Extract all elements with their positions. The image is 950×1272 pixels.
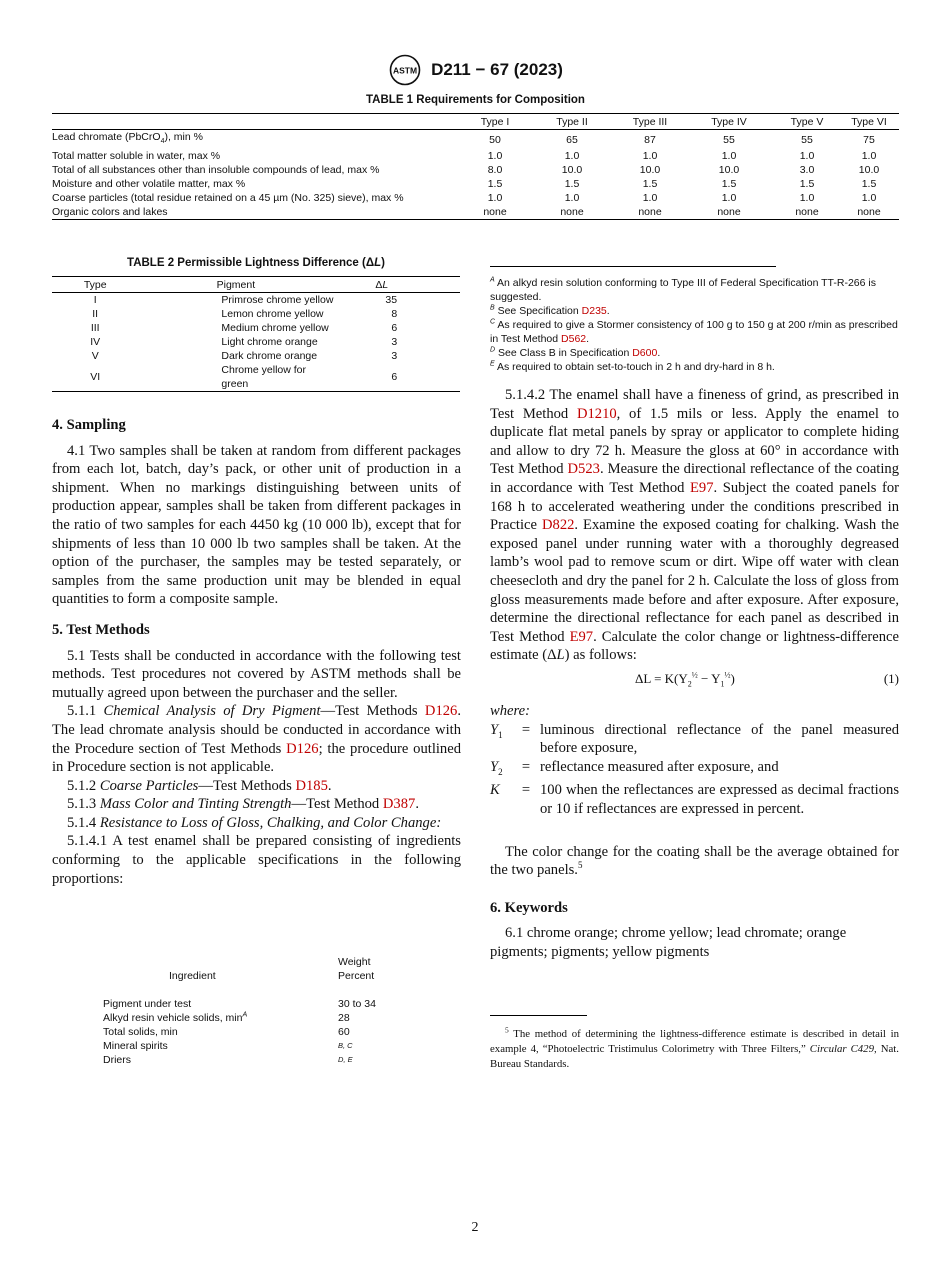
para-title: Chemical Analysis of Dry Pigment <box>103 703 321 720</box>
table-row <box>52 293 460 308</box>
ingredient-value: B, C <box>338 1041 353 1050</box>
paragraph-4-1: 4.1 Two samples shall be taken at random from different packages from each lot, batch, day’s pack, or other unit of production in a shipment. When no markings distinguishing between units of production appear, samples shall be taken from different packages in the ratio of two samples for each 4450 kg (10 000 lb), except that for shipments of less than 10 000 lb two samples shall be taken. At the option of the purchaser, the samples may be tested separately, or samples from the same production unit may be blended in equal quantities to form a composite sample. <box>52 442 461 608</box>
spacer-row <box>103 983 403 997</box>
definition-row <box>490 721 899 758</box>
lightness-difference-table <box>52 276 460 392</box>
paragraph-5-1-1 <box>52 702 461 776</box>
table2-title-var: L <box>374 257 382 269</box>
footnote-text: . <box>606 305 610 317</box>
dl-cell: 8 <box>391 308 398 320</box>
table-cell: 1.0 <box>721 192 737 205</box>
table2-title-text: TABLE 2 Permissible Lightness Difference (Δ <box>127 257 375 269</box>
def-equals: = <box>521 782 531 799</box>
type-cell: III <box>90 322 100 334</box>
equation-text: ) <box>730 670 735 686</box>
header-var: L <box>382 279 389 291</box>
def-text: 100 when the reflectances are expressed as decimal fractions or 10 if reflectances are expressed in percent. <box>540 782 899 817</box>
para-text: . Examine the exposed coating for chalking. Wash the exposed panel under running water with a thoroughly degreased lamb’s wool pad to remove scum or dirt. Wipe off water with clean cheesecloth and dry the panel for 2 h. Calculate the loss of gloss from gloss measurements made before and after exposure. After exposure, determine the directional reflectance for each panel as described in Test Method <box>490 517 899 645</box>
table-cell: 10.0 <box>718 164 740 177</box>
table-cell: 1.5 <box>564 178 580 191</box>
paragraph-6-1: 6.1 chrome orange; chrome yellow; lead chromate; orange pigments; pigments; yellow pigments <box>490 925 847 960</box>
table-cell: none <box>839 205 899 220</box>
paragraph-5-1-2: 5.1.2 Coarse Particles—Test Methods D185. <box>67 777 332 794</box>
footnote <box>490 360 899 374</box>
table-cell: 1.0 <box>564 192 580 205</box>
table-header-cell: Weight <box>338 956 371 968</box>
table-header-row <box>52 277 460 293</box>
section-heading-keywords: 6. Keywords <box>490 899 568 916</box>
equation-sub: 2 <box>687 679 692 689</box>
para-num: 5.1.4 <box>67 814 100 831</box>
footnote-mark: 5 <box>505 1025 509 1035</box>
equation-sup: ½ <box>691 670 698 680</box>
table-row <box>52 363 460 392</box>
ingredients-table <box>103 955 403 1067</box>
table-header-cell: Ingredient <box>169 970 216 982</box>
table-cell: none <box>683 205 775 220</box>
pigment-cell: Dark chrome orange <box>221 350 318 362</box>
table2-title <box>52 257 460 269</box>
table-cell: 1.5 <box>861 178 877 191</box>
where-label: where: <box>490 703 530 720</box>
pigment-cell: Chrome yellow for green <box>138 363 333 392</box>
paragraph-5-1: 5.1 Tests shall be conducted in accordance with the following test methods. Test procedures not covered by ASTM methods shall be mutually agreed upon between the purchaser and the seller. <box>52 647 461 701</box>
standard-link[interactable]: D126 <box>424 703 458 720</box>
table-cell: 75 <box>863 133 875 146</box>
footnote-mark: E <box>490 360 495 368</box>
table1-footnotes <box>490 276 899 374</box>
definition-row <box>490 758 899 782</box>
table-row <box>103 1039 403 1053</box>
standard-link[interactable]: D822 <box>541 517 575 534</box>
paragraph-5-1-4 <box>52 814 461 833</box>
standard-link[interactable]: D185 <box>295 777 328 794</box>
row-label: Total matter soluble in water, max % <box>52 150 221 163</box>
standard-link[interactable]: D235 <box>581 305 607 317</box>
section-heading-sampling: 4. Sampling <box>52 417 126 433</box>
paragraph-5-1-3: 5.1.3 Mass Color and Tinting Strength—Test Method D387. <box>67 796 419 813</box>
dl-cell: 6 <box>333 363 460 392</box>
composition-table <box>52 113 899 220</box>
ingredient-name: Mineral spirits <box>103 1040 168 1052</box>
table-row <box>103 1011 403 1025</box>
paragraph-color-change <box>490 843 899 880</box>
def-equals: = <box>521 758 531 775</box>
table-header-row <box>52 114 899 130</box>
para-text: 5.1.4.2 The enamel shall have a fineness of grind, as prescribed in Test Method <box>490 387 899 422</box>
para-text: —Test Methods <box>320 703 425 720</box>
ingredient-name: Total solids, min <box>103 1026 178 1038</box>
para-text: , of 1.5 mils or less. Apply the enamel to duplicate flat metal panels by spray or applicator to complete hiding and allow to dry 72 h. Measure the gloss at 60° in accordance with Test Method <box>490 405 899 478</box>
footnote-divider <box>490 1015 587 1016</box>
table-cell: 1.0 <box>861 192 877 205</box>
para-title: Coarse Particles <box>99 777 199 794</box>
footnote-mark: B <box>490 304 495 312</box>
table-row <box>52 177 899 191</box>
type-cell: VI <box>52 363 138 392</box>
row-label: Total of all substances other than insoluble compounds of lead, max % <box>52 164 380 177</box>
table-header-cell: Pigment <box>138 277 333 293</box>
row-label: Moisture and other volatile matter, max % <box>52 178 246 191</box>
footnote-text: . <box>586 333 590 345</box>
row-label <box>52 130 463 150</box>
table-cell: 10.0 <box>858 164 880 177</box>
table-cell: none <box>527 205 617 220</box>
table-header-cell <box>103 955 338 969</box>
standard-link[interactable]: D562 <box>561 333 587 345</box>
table-cell: 1.0 <box>861 150 877 163</box>
dl-cell: 35 <box>385 294 398 306</box>
table-row <box>52 349 460 363</box>
row-label-text: Lead chromate (PbCrO <box>52 131 161 143</box>
table-cell: 1.5 <box>642 178 658 191</box>
row-label: Organic colors and lakes <box>52 205 463 220</box>
table-row <box>52 321 460 335</box>
table-cell: 1.0 <box>642 150 658 163</box>
table-header-cell: Type III <box>617 114 683 130</box>
svg-text:ASTM: ASTM <box>393 65 418 76</box>
type-cell: IV <box>90 336 101 348</box>
table2-title-text: ) <box>381 257 385 269</box>
footnote-mark: A <box>490 276 495 284</box>
ingredient-value: D, E <box>338 1055 353 1064</box>
left-column <box>52 416 461 888</box>
footnote-citation: Circular C429 <box>809 1043 874 1055</box>
paragraph-5-1-4-1: 5.1.4.1 A test enamel shall be prepared consisting of ingredients conforming to the applicable specifications in the following proportions: <box>52 833 461 887</box>
table-cell: 1.0 <box>487 150 503 163</box>
table-cell: 1.0 <box>799 150 815 163</box>
standard-link[interactable]: D600 <box>632 347 658 359</box>
def-symbol-text: K <box>490 782 500 799</box>
standard-link[interactable]: E97 <box>690 479 714 496</box>
footnote <box>490 346 899 360</box>
ingredient-value: 30 to 34 <box>338 998 376 1010</box>
dl-cell: 6 <box>391 322 398 334</box>
footnote-divider <box>490 266 776 267</box>
table-cell: 55 <box>723 133 735 146</box>
table-header-cell: Percent <box>338 970 375 982</box>
footnote-text: As required to give a Stormer consistency of 100 g to 150 g at 200 r/min as prescribed in Test Method <box>490 319 898 345</box>
table-row <box>52 191 899 205</box>
table-cell: 8.0 <box>487 164 503 177</box>
table-cell: 10.0 <box>639 164 661 177</box>
paragraph-5-1-4-2 <box>490 386 899 665</box>
para-num: 5.1.3 <box>67 796 100 813</box>
def-symbol <box>490 758 512 782</box>
table-header-cell: Type VI <box>839 114 899 130</box>
table-cell: none <box>775 205 839 220</box>
para-text: The color change for the coating shall be the average obtained for the two panels. <box>490 843 899 879</box>
ingredient-name <box>103 1011 338 1025</box>
table-cell: 1.0 <box>799 192 815 205</box>
def-text: luminous directional reflectance of the panel measured before exposure, <box>540 721 899 757</box>
para-text: . The lead chromate analysis should be conducted in accordance with the Procedure section of Test Methods <box>52 703 461 757</box>
footnote-mark: A <box>242 1011 248 1019</box>
standard-link[interactable]: D1210 <box>576 405 617 422</box>
footnote-mark: C <box>490 318 496 326</box>
para-text: . Subject the coated panels for 168 h to accelerated weathering under the conditions prescribed in Practice <box>490 479 899 534</box>
row-label-subscript: 4 <box>160 138 165 146</box>
dl-cell: 3 <box>391 350 398 362</box>
table-cell: 1.0 <box>721 150 737 163</box>
def-symbol-text: Y <box>490 721 499 738</box>
table-row <box>52 307 460 321</box>
equation-text: − Y <box>697 670 721 686</box>
def-symbol-sub: 1 <box>498 729 503 740</box>
def-text: reflectance measured after exposure, and <box>540 758 779 775</box>
table-cell: 10.0 <box>561 164 583 177</box>
dl-cell: 3 <box>391 336 398 348</box>
type-cell: II <box>92 308 99 320</box>
row-label: Coarse particles (total residue retained on a 45 µm (No. 325) sieve), max % <box>52 192 404 205</box>
table-row <box>103 997 403 1011</box>
para-text: . Measure the directional reflectance of the coating in accordance with Test Method <box>490 461 900 496</box>
table-cell: 65 <box>566 133 578 146</box>
ingredient-name-text: Alkyd resin vehicle solids, min <box>103 1012 243 1024</box>
table-cell: 1.5 <box>721 178 737 191</box>
equation-sub: 1 <box>720 679 725 689</box>
page-number: 2 <box>471 1220 479 1235</box>
equation-1 <box>490 670 899 694</box>
header-delta: Δ <box>375 279 383 291</box>
table-cell: 3.0 <box>799 164 815 177</box>
footnote-text: The method of determining the lightness-difference estimate is described in detail in example 4, “Photoelectric Tristimulus Colorimetry with Three Filters,” <box>490 1028 899 1055</box>
ingredient-value: 60 <box>338 1026 350 1038</box>
type-cell: I <box>93 294 97 306</box>
footnote-text: See Class B in Specification <box>497 347 633 359</box>
table-row <box>52 205 899 220</box>
ingredient-name: Driers <box>103 1054 131 1066</box>
footnote-ref[interactable]: 5 <box>577 860 583 871</box>
para-text: . Calculate the color change or lightness-difference estimate (Δ <box>490 628 900 664</box>
footnote-text: . <box>657 347 661 359</box>
table-header-cell: Type I <box>463 114 527 130</box>
ingredient-name: Pigment under test <box>103 998 192 1010</box>
table-header-cell <box>52 114 463 130</box>
spacer-cell <box>103 983 338 997</box>
ingredient-value: 28 <box>338 1012 350 1024</box>
def-equals: = <box>521 721 531 738</box>
type-cell: V <box>91 350 99 362</box>
table-row <box>52 335 460 349</box>
table-row <box>103 1053 403 1067</box>
para-title: Resistance to Loss of Gloss, Chalking, and Color Change: <box>99 814 442 831</box>
footnote-5 <box>490 1027 899 1072</box>
section-heading-test-methods: 5. Test Methods <box>52 621 150 638</box>
document-header <box>0 52 950 88</box>
table-cell: none <box>617 205 683 220</box>
table-header-cell: Type <box>52 277 138 293</box>
def-symbol-text: Y <box>490 758 499 775</box>
table-header-cell <box>333 277 460 293</box>
footnote-text: An alkyd resin solution conforming to Type III of Federal Specification TT-R-266 is suggested. <box>490 277 876 303</box>
table-header-row <box>103 955 403 969</box>
table-cell: 87 <box>644 133 656 146</box>
spacer-cell <box>338 983 403 997</box>
table-row <box>103 1025 403 1039</box>
para-text: —Test Methods <box>198 777 296 794</box>
para-text: ) as follows: <box>564 647 637 664</box>
footnote <box>490 318 899 346</box>
para-num: 5.1.1 <box>67 703 104 720</box>
table-cell: 1.0 <box>564 150 580 163</box>
footnote-text: , Nat. Bureau Standards. <box>490 1043 899 1070</box>
footnote <box>490 304 899 318</box>
row-label-text: ), min % <box>164 131 203 143</box>
table-cell: 1.0 <box>487 192 503 205</box>
standard-link[interactable]: D126 <box>286 740 319 757</box>
equation-sup: ½ <box>724 670 731 680</box>
def-symbol <box>490 721 512 758</box>
footnote-text: See Specification <box>497 305 582 317</box>
def-symbol <box>490 781 512 818</box>
document-designation: D211 − 67 (2023) <box>431 60 563 79</box>
astm-logo-icon <box>387 54 423 86</box>
table-cell: 1.0 <box>642 192 658 205</box>
def-symbol-sub: 2 <box>498 766 503 777</box>
equation-number: (1) <box>883 670 899 686</box>
table-cell: 1.5 <box>799 178 815 191</box>
para-var: L <box>556 647 565 664</box>
table-cell: 50 <box>489 133 501 146</box>
table-header-row <box>103 969 403 983</box>
table-row <box>52 163 899 177</box>
para-text: ; the procedure outlined in Procedure section is not applicable. <box>52 740 461 776</box>
pigment-cell: Medium chrome yellow <box>221 322 329 334</box>
table-row <box>52 149 899 163</box>
right-column <box>490 386 899 962</box>
equation-text: ΔL = K(Y <box>635 670 688 686</box>
definition-row <box>490 781 899 818</box>
variable-definitions <box>490 721 899 819</box>
table-header-cell: Type V <box>775 114 839 130</box>
table-cell: none <box>463 205 527 220</box>
table-row <box>52 130 899 150</box>
table-header-cell: Type II <box>527 114 617 130</box>
table-cell: 1.5 <box>487 178 503 191</box>
fn5-indent <box>490 1028 505 1040</box>
table1-title: TABLE 1 Requirements for Composition <box>366 94 585 106</box>
table-cell: 55 <box>801 133 813 146</box>
para-text: —Test Method <box>291 796 383 813</box>
standard-link[interactable]: D387 <box>382 796 416 813</box>
equation-body <box>490 670 735 694</box>
para-title: Mass Color and Tinting Strength <box>99 796 292 813</box>
pigment-cell: Lemon chrome yellow <box>221 308 324 320</box>
standard-link[interactable]: E97 <box>569 628 594 645</box>
footnote <box>490 276 899 304</box>
footnote-text: As required to obtain set-to-touch in 2 h and dry-hard in 8 h. <box>497 361 775 373</box>
pigment-cell: Primrose chrome yellow <box>221 294 334 306</box>
standard-link[interactable]: D523 <box>567 461 600 478</box>
pigment-cell: Light chrome orange <box>221 336 318 348</box>
table-header-cell: Type IV <box>683 114 775 130</box>
footnote-mark: D <box>490 346 496 354</box>
para-num: 5.1.2 <box>67 777 100 794</box>
